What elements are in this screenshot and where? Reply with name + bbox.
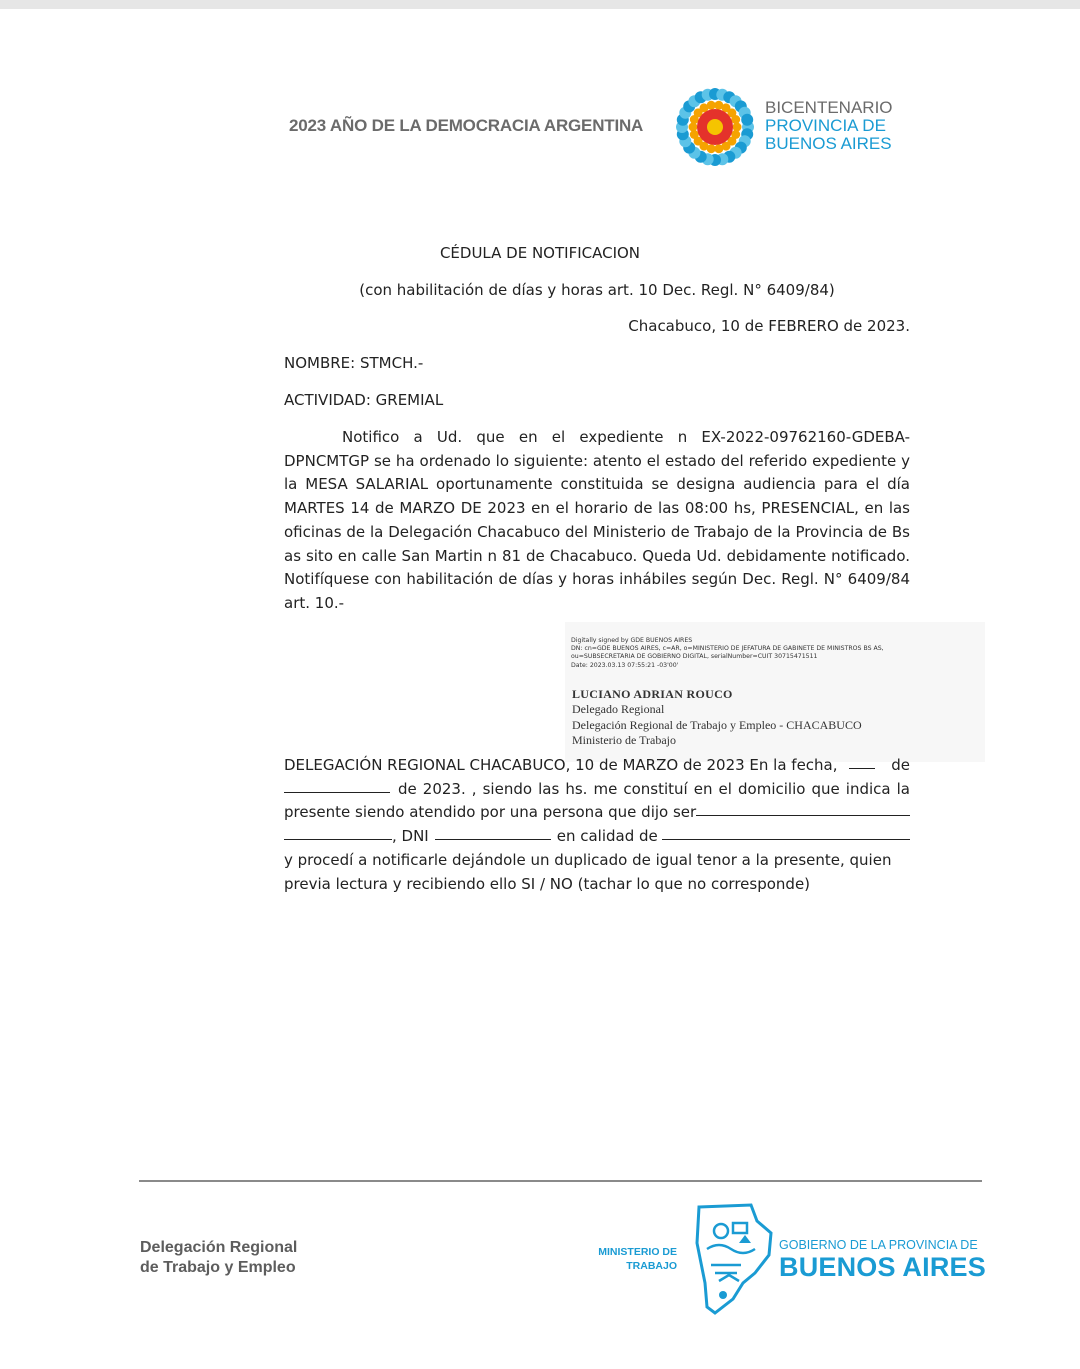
- notification-body-text: Notifico a Ud. que en el expediente n EX-2022-09762160-GDEBA-DPNCMTGP se ha ordenado lo siguiente: atento el estado del referido expediente y la MESA SALARIAL oportunamente constituida se designa audiencia para el día MARTES 14 de MARZO DE 2023 en el horario de las 08:00 hs, PRESENCIAL, en las oficinas de la Delegación Chacabuco del Ministerio de Trabajo de la Provincia de Bs as sito en calle San Martin n 81 de Chacabuco. Queda Ud. debidamente notificado. Notifíquese con habilitación de días y horas inhábiles según Dec. Regl. N° 6409/84 art. 10.-: [284, 428, 910, 612]
- notification-body: [284, 426, 910, 616]
- dni-blank[interactable]: [435, 825, 551, 840]
- diligence-text: en calidad de: [556, 827, 658, 846]
- form-row-5: y procedí a notificarle dejándole un duplicado de igual tenor a la presente, quien: [284, 850, 892, 869]
- header-slogan: 2023 AÑO DE LA DEMOCRACIA ARGENTINA: [289, 116, 644, 135]
- digital-sign-line: ou=SUBSECRETARIA DE GOBIERNO DIGITAL, serialNumber=CUIT 30715471511: [571, 653, 818, 661]
- digital-sign-line: Digitally signed by GDE BUENOS AIRES: [571, 637, 693, 644]
- bicentenario-line-3: BUENOS AIRES: [765, 134, 892, 153]
- diligence-text: de 2023. , siendo las hs. me constituí en el domicilio que indica la: [398, 779, 910, 798]
- footer-delegacion-line: de Trabajo y Empleo: [140, 1259, 296, 1276]
- diligence-form: [284, 754, 910, 896]
- form-row-3: [284, 801, 910, 825]
- document-title: CÉDULA DE NOTIFICACION: [439, 244, 641, 262]
- signer-ministry: Ministerio de Trabajo: [572, 732, 676, 747]
- bicentenario-line-2: PROVINCIA DE: [765, 116, 886, 135]
- footer-ministerio: [598, 1245, 677, 1273]
- diligence-text: DELEGACIÓN REGIONAL CHACABUCO, 10 de MARZO de 2023 En la fecha,: [284, 756, 838, 774]
- digital-sign-line: DN: cn=GDE BUENOS AIRES, c=AR, o=MINISTERIO DE JEFATURA DE GABINETE DE MINISTROS BS AS,: [571, 645, 884, 653]
- bicentenario-wordmark: [765, 99, 893, 153]
- diligence-text: , DNI: [392, 827, 429, 846]
- footer-delegacion: [140, 1238, 297, 1278]
- footer-buenos-aires: BUENOS AIRES: [779, 1252, 986, 1282]
- footer-delegacion-line: Delegación Regional: [140, 1239, 298, 1256]
- top-border: [0, 0, 1080, 9]
- nombre-field: NOMBRE: STMCH.-: [284, 354, 424, 372]
- capacity-blank[interactable]: [662, 825, 910, 840]
- signer-office: Delegación Regional de Trabajo y Empleo - CHACABUCO: [572, 717, 862, 732]
- digital-sign-line: Date: 2023.03.13 07:55:21 -03'00': [571, 661, 679, 669]
- document-subtitle: (con habilitación de días y horas art. 10 Dec. Regl. N° 6409/84): [359, 281, 835, 299]
- footer-ministerio-line: TRABAJO: [626, 1260, 677, 1272]
- footer-divider: [139, 1180, 982, 1182]
- footer-gobierno-wordmark: [779, 1238, 986, 1282]
- bicentenario-line-1: BICENTENARIO: [765, 98, 893, 117]
- day-blank[interactable]: [849, 754, 875, 769]
- month-blank[interactable]: [284, 778, 390, 793]
- actividad-field: ACTIVIDAD: GREMIAL: [284, 391, 444, 409]
- form-row-1: [284, 754, 910, 778]
- digital-signature-details: [571, 637, 884, 670]
- diligence-text: presente siendo atendido por una persona que dijo ser: [284, 803, 697, 822]
- signer-role: Delegado Regional: [572, 702, 665, 717]
- footer-ministerio-line: MINISTERIO DE: [598, 1246, 677, 1258]
- footer-gobierno-line: GOBIERNO DE LA PROVINCIA DE: [779, 1238, 978, 1252]
- signer-name: LUCIANO ADRIAN ROUCO: [572, 687, 733, 701]
- place-date: Chacabuco, 10 de FEBRERO de 2023.: [628, 317, 910, 335]
- bicentenario-flower-logo: [670, 82, 760, 172]
- signer-info: [572, 687, 862, 748]
- form-row-6: previa lectura y recibiendo ello SI / NO (tachar lo que no corresponde): [284, 874, 811, 893]
- province-map-icon: [693, 1203, 773, 1315]
- form-row-2: [284, 778, 910, 802]
- person-blank[interactable]: [696, 801, 910, 816]
- form-row-4: [284, 825, 910, 849]
- name-blank[interactable]: [284, 825, 392, 840]
- diligence-text: de: [891, 756, 910, 774]
